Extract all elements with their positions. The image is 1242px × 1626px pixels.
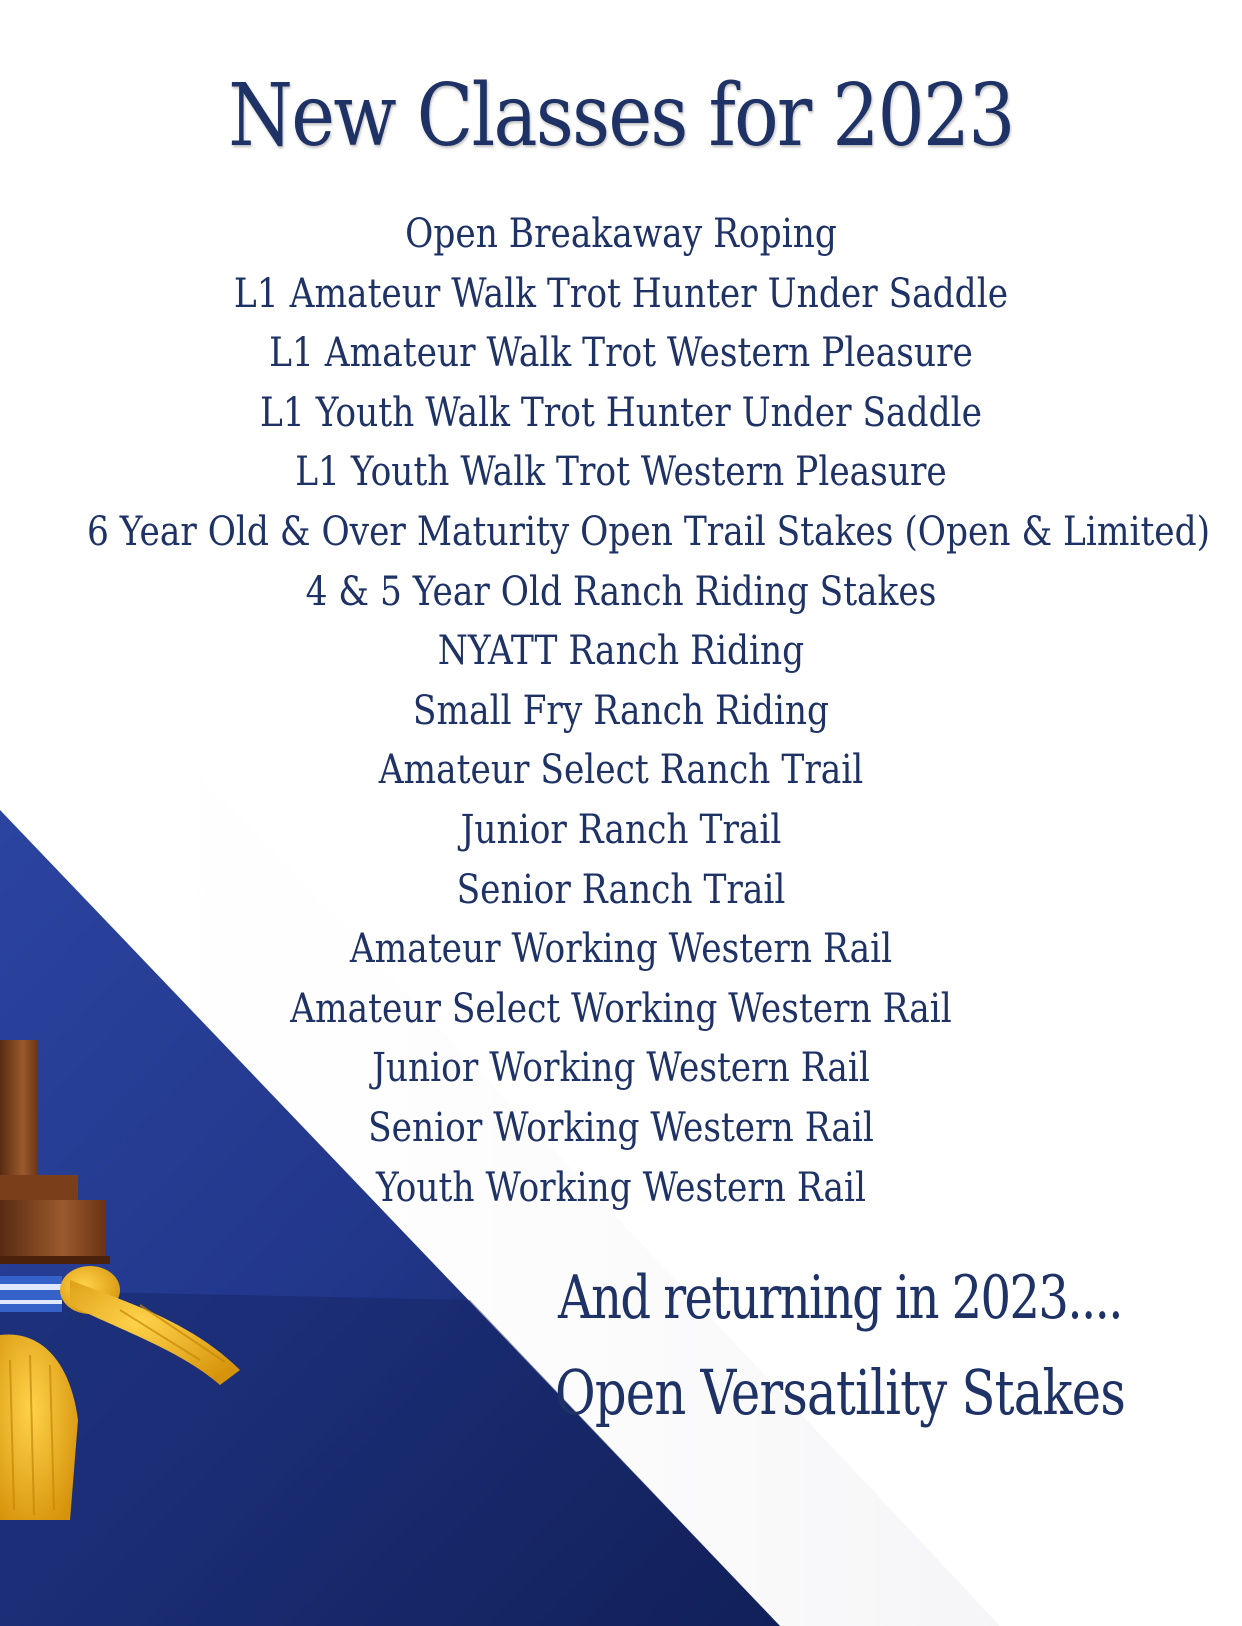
class-item: Amateur Select Ranch Trail xyxy=(378,747,864,794)
class-item: L1 Amateur Walk Trot Western Pleasure xyxy=(269,330,973,377)
returning-class: Open Versatility Stakes xyxy=(554,1356,1126,1429)
class-item: L1 Youth Walk Trot Western Pleasure xyxy=(295,449,947,496)
class-item: Senior Ranch Trail xyxy=(456,866,786,913)
returning-heading: And returning in 2023.... xyxy=(558,1263,1122,1333)
page-title: New Classes for 2023 xyxy=(228,66,1014,166)
class-item: Amateur Working Western Rail xyxy=(349,926,893,973)
class-item: 4 & 5 Year Old Ranch Riding Stakes xyxy=(305,568,937,615)
class-item: Junior Working Western Rail xyxy=(372,1045,870,1092)
class-item: Small Fry Ranch Riding xyxy=(412,687,830,734)
class-item: Youth Working Western Rail xyxy=(375,1164,867,1211)
class-item: Open Breakaway Roping xyxy=(405,211,837,257)
class-item: Senior Working Western Rail xyxy=(368,1104,874,1151)
class-item: Amateur Select Working Western Rail xyxy=(290,985,952,1032)
new-classes-list xyxy=(0,205,1242,1218)
class-item: Junior Ranch Trail xyxy=(460,806,782,853)
class-item: L1 Youth Walk Trot Hunter Under Saddle xyxy=(260,389,982,436)
class-item: NYATT Ranch Riding xyxy=(437,628,805,675)
class-item: 6 Year Old & Over Maturity Open Trail Stakes (Open & Limited) xyxy=(86,508,1211,555)
class-item: L1 Amateur Walk Trot Hunter Under Saddle xyxy=(233,270,1009,317)
